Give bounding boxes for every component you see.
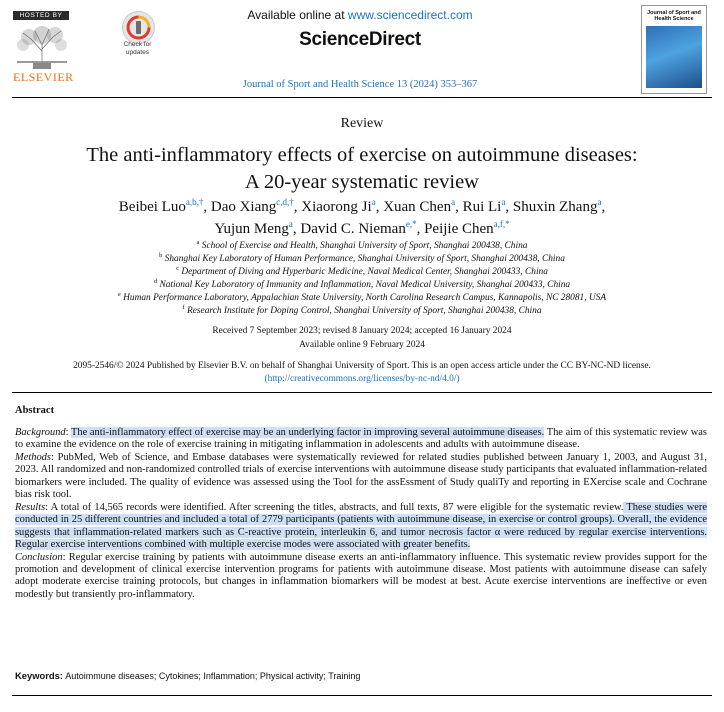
affiliation: $^d$ National Key Laboratory of Immunity and Inflammation, Naval Medical University, Shanghai 200433, China	[153, 278, 571, 291]
publisher-name: ELSEVIER	[13, 70, 74, 84]
received-dates: Received 7 September 2023; revised 8 January 2024; accepted 16 January 2024	[212, 326, 512, 336]
cover-title: Journal of Sport and Health Science	[647, 10, 701, 22]
article-type: Review	[340, 116, 384, 131]
title-line-1: The anti-inflammatory effects of exercise on autoimmune diseases:	[86, 144, 638, 166]
affiliation: $^a$ School of Exercise and Health, Shanghai University of Sport, Shanghai 200438, China	[196, 239, 528, 251]
elsevier-tree-logo	[13, 21, 71, 71]
license-text: 2095-2546/© 2024 Published by Elsevier B.V. on behalf of Shanghai University of Sport. This is an open access article under the CC BY-NC-ND license.	[73, 361, 651, 371]
author[interactable]: Yujun Meng$^a$	[214, 219, 293, 237]
license-statement	[20, 360, 704, 386]
affiliation: $^f$ Research Institute for Doping Control, Shanghai University of Sport, Shanghai 200438, China	[182, 304, 542, 317]
title-line-2: A 20-year systematic review	[245, 171, 479, 193]
article-dates	[0, 325, 724, 352]
author[interactable]: Xuan Chen$^a$	[383, 197, 456, 215]
abstract-results: Results: A total of 14,565 records were identified. After screening the titles, abstracts, and full texts, 87 were eligible for the systematic review. These studies were conducted in 25 different countries and included a total of 2779 participants (patients with autoimmune disease, in exercise or control groups). Overall, the evidence suggests that inflammation-related markers such as C-reactive protein, interleukin 6, and tumor necrosis factor α were reduced by regular exercise interventions. Regular exercise interventions combined with multiple exercise modes were associated with greater benefits.	[15, 501, 707, 551]
affiliation: $^c$ Department of Diving and Hyperbaric Medicine, Naval Medical Center, Shanghai 200433, China	[176, 265, 548, 278]
abstract-heading: Abstract	[15, 405, 55, 416]
highlighted-text: The anti-inflammatory effect of exercise may be an underlying factor in improving several autoimmune diseases.	[71, 427, 545, 438]
affiliation: $^e$ Human Performance Laboratory, Appalachian State University, North Carolina Research Campus, Kannapolis, NC 28081, USA	[117, 291, 607, 304]
cover-image	[646, 26, 702, 88]
author[interactable]: Shuxin Zhang$^a$	[512, 197, 602, 215]
journal-citation[interactable]: Journal of Sport and Health Science 13 (2024) 353–367	[242, 79, 478, 90]
hosted-by-label: HOSTED BY	[13, 11, 69, 20]
author[interactable]: Peijie Chen$^{a,f,*}$	[424, 219, 510, 237]
sciencedirect-link[interactable]: www.sciencedirect.com	[347, 8, 473, 22]
keywords-list: Autoimmune diseases; Cytokines; Inflammation; Physical activity; Training	[65, 671, 361, 681]
author-list: Beibei Luo$^{a,b,\dagger}$, Dao Xiang$^{c,d,\dagger}$, Xiaorong Ji$^a$, Xuan Chen$^a$, Rui Li$^a$, Shuxin Zhang$^a$, Yujun Meng$^a$, David C. Nieman$^{e,*}$, Peijie Chen$^{a,f,*}$	[118, 197, 606, 237]
license-divider	[12, 392, 712, 393]
check-for-updates-badge[interactable]	[115, 11, 160, 59]
check-updates-label: Check for updates	[123, 41, 152, 56]
footer-divider	[12, 695, 712, 696]
available-online	[190, 8, 530, 22]
abstract-background: Background: The anti-inflammatory effect of exercise may be an underlying factor in improving several autoimmune diseases. The aim of this systematic review was to examine the evidence on the role of exercise training in mitigating inflammation in adolescents and adults with autoimmune disease.	[15, 427, 707, 451]
author[interactable]: Xiaorong Ji$^a$	[301, 197, 376, 215]
available-online-date: Available online 9 February 2024	[299, 339, 425, 350]
abstract-conclusion: Conclusion: Regular exercise training by patients with autoimmune disease exerts an anti-inflammatory influence. This systematic review provides support for the promotion and development of clinical exercise intervention programs for patients with autoimmune disease. Most patients with autoimmune disease can safely adopt moderate exercise training protocols, but changes in inflammation biomarkers will be modest at best. Acute exercise interventions are ineffective or even modestly but transiently pro-inflammatory.	[15, 551, 707, 600]
affiliations	[40, 240, 684, 319]
author[interactable]: Rui Li$^a$	[462, 197, 506, 215]
affiliation: $^b$ Shanghai Key Laboratory of Human Performance, Shanghai University of Sport, Shanghai 200438, China	[159, 252, 565, 265]
available-online-prefix: Available online at	[247, 8, 345, 22]
abstract-methods: Methods: PubMed, Web of Science, and Embase databases were systematically reviewed for related studies published between January 1, 2003, and August 31, 2023. All randomized and non-randomized controlled trials of exercise interventions with autoimmune disease study participants that evaluated inflammation-related biomarkers were included. The quality of evidence was assessed using the Tool for the assEssment of Study qualiTy and reporting in EXercise scale and Cochrane bias risk tool.	[15, 451, 707, 501]
license-link[interactable]: (http://creativecommons.org/licenses/by-nc-nd/4.0/)	[264, 374, 460, 384]
author[interactable]: Beibei Luo$^{a,b,\dagger}$	[118, 197, 204, 215]
highlighted-text: These studies were conducted in 25 different countries and included a total of 2779 participants (patients with autoimmune disease, in exercise or control groups). Overall, the evidence suggests that inflammation-related markers such as C-reactive protein, interleukin 6, and tumor necrosis factor α were reduced by regular exercise interventions. Regular exercise interventions combined with multiple exercise modes were associated with greater benefits.	[15, 501, 707, 551]
author[interactable]: David C. Nieman$^{e,*}$	[300, 219, 417, 237]
abstract-body	[15, 427, 707, 601]
keywords-label: Keywords:	[15, 670, 63, 681]
check-updates-icon	[122, 11, 155, 44]
keywords	[15, 670, 360, 682]
article-title	[20, 142, 704, 196]
author[interactable]: Dao Xiang$^{c,d,\dagger}$	[210, 197, 294, 215]
header-divider	[12, 97, 712, 98]
journal-cover[interactable]	[641, 5, 707, 94]
sciencedirect-brand: ScienceDirect	[299, 29, 421, 50]
